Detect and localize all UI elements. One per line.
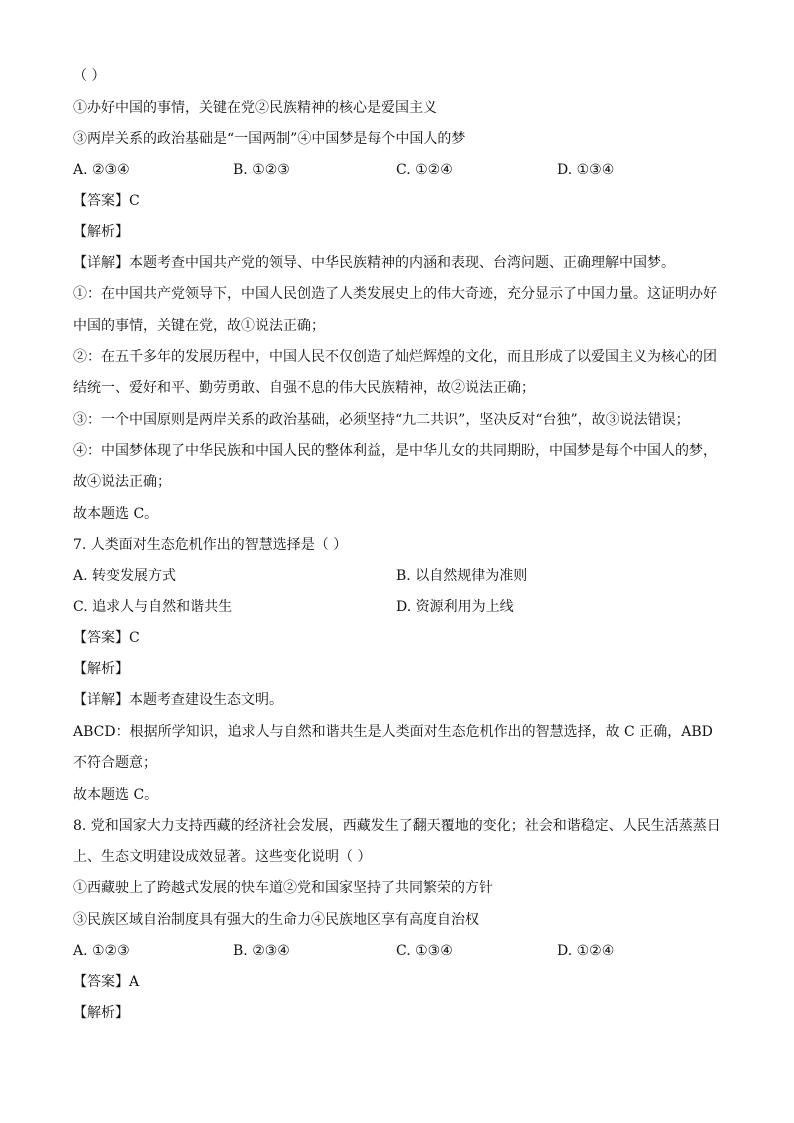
q8-statement-2: ③民族区域自治制度具有强大的生命力④民族地区享有高度自治权 xyxy=(73,912,479,928)
q8-option-d: D. ①②④ xyxy=(557,943,615,959)
q6-answer: 【答案】C xyxy=(73,193,140,209)
q6-option-c: C. ①②④ xyxy=(396,162,453,178)
q7-option-a: A. 转变发展方式 xyxy=(73,568,177,584)
q6-analysis-heading: 【解析】 xyxy=(73,224,129,240)
q7-option-d: D. 资源利用为上线 xyxy=(396,599,514,615)
q6-option-a: A. ②③④ xyxy=(73,162,130,178)
q6-point-2b: 结统一、爱好和平、勤劳勇敢、自强不息的伟大民族精神，故②说法正确； xyxy=(73,380,535,396)
q7-option-b: B. 以自然规律为准则 xyxy=(396,568,528,584)
q7-option-c: C. 追求人与自然和谐共生 xyxy=(73,599,233,615)
q7-question: 7. 人类面对生态危机作出的智慧选择是（ ） xyxy=(73,537,348,553)
q7-conclusion: 故本题选 C。 xyxy=(73,787,159,803)
q8-answer: 【答案】A xyxy=(73,974,140,990)
q6-conclusion: 故本题选 C。 xyxy=(73,506,159,522)
q6-option-b: B. ①②③ xyxy=(233,162,290,178)
q7-analysis-heading: 【解析】 xyxy=(73,661,129,677)
q8-option-a: A. ①②③ xyxy=(73,943,130,959)
q6-statement-2: ③两岸关系的政治基础是“一国两制”④中国梦是每个中国人的梦 xyxy=(73,131,466,147)
q6-point-3: ③：一个中国原则是两岸关系的政治基础，必须坚持“九二共识”，坚决反对“台独”，故③说法错误； xyxy=(73,412,690,428)
q6-point-2a: ②：在五千多年的发展历程中，中国人民不仅创造了灿烂辉煌的文化，而且形成了以爱国主义为核心的团 xyxy=(73,349,717,365)
q6-point-4b: 故④说法正确； xyxy=(73,474,171,490)
q6-option-d: D. ①③④ xyxy=(557,162,615,178)
q8-statement-1: ①西藏驶上了跨越式发展的快车道②党和国家坚持了共同繁荣的方针 xyxy=(73,880,493,896)
q8-question-line-2: 上、生态文明建设成效显著。这些变化说明（ ） xyxy=(73,849,372,865)
q6-statement-1: ①办好中国的事情，关键在党②民族精神的核心是爱国主义 xyxy=(73,100,437,116)
q6-paren: （ ） xyxy=(73,68,106,84)
q6-point-4a: ④：中国梦体现了中华民族和中国人民的整体利益，是中华儿女的共同期盼，中国梦是每个中国人的梦， xyxy=(73,443,717,459)
q7-point-1b: 不符合题意； xyxy=(73,755,157,771)
q8-option-b: B. ②③④ xyxy=(233,943,290,959)
q7-answer: 【答案】C xyxy=(73,630,140,646)
q8-option-c: C. ①③④ xyxy=(396,943,453,959)
q7-point-1a: ABCD：根据所学知识，追求人与自然和谐共生是人类面对生态危机作出的智慧选择，故 C 正确，ABD xyxy=(73,724,713,740)
q8-analysis-heading: 【解析】 xyxy=(73,1005,129,1021)
q6-detail: 【详解】本题考查中国共产党的领导、中华民族精神的内涵和表现、台湾问题、正确理解中国梦。 xyxy=(73,255,675,271)
q6-point-1a: ①：在中国共产党领导下，中国人民创造了人类发展史上的伟大奇迹，充分显示了中国力量。这证明办好 xyxy=(73,286,717,302)
q7-detail: 【详解】本题考查建设生态文明。 xyxy=(73,692,283,708)
q6-point-1b: 中国的事情，关键在党，故①说法正确； xyxy=(73,318,325,334)
q8-question-line-1: 8. 党和国家大力支持西藏的经济社会发展，西藏发生了翻天覆地的变化；社会和谐稳定、人民生活蒸蒸日 xyxy=(73,818,721,834)
